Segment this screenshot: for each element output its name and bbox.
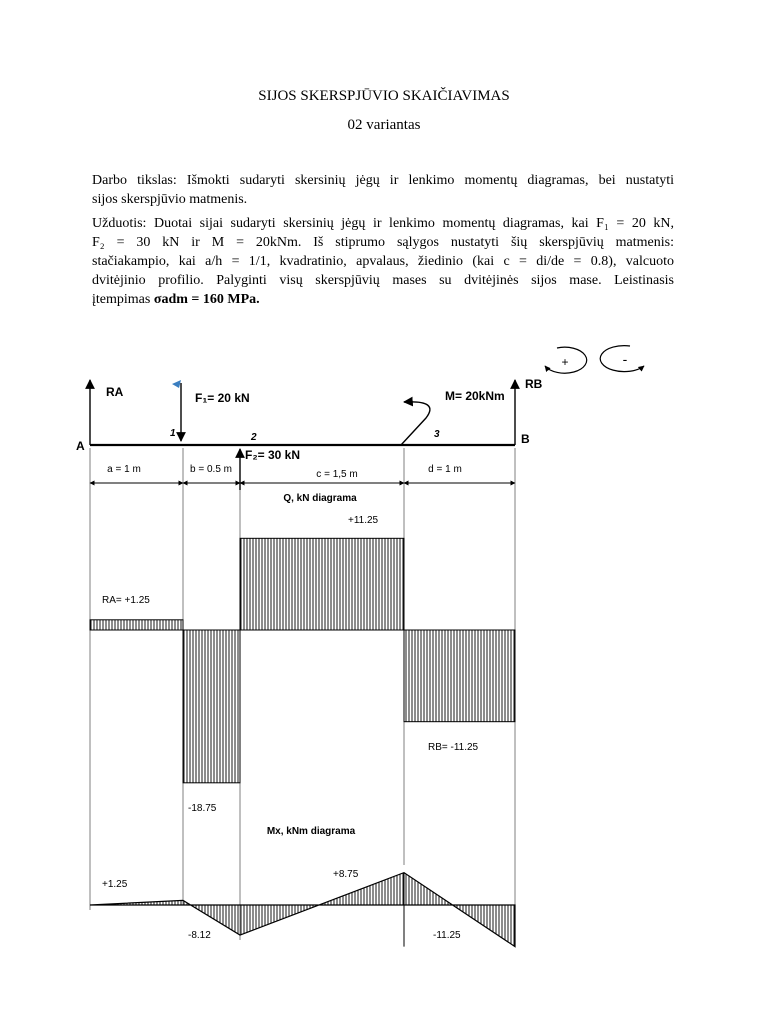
q-label-rb: RB= -11.25 (428, 742, 479, 753)
variant-subtitle: 02 variantas (347, 117, 421, 133)
q-bar-2 (183, 630, 240, 783)
negative-sign-convention-icon (600, 346, 644, 372)
m-diagram-title: Mx, kNm diagrama (266, 826, 356, 837)
task-line-3: stačiakampio, kai a/h = 1/1, kvadratinio, apvalaus, žiedinio (kai c = di/de = 0.8), valcuoto (92, 254, 674, 269)
positive-sign-convention-icon (545, 347, 587, 373)
q-bar-4 (404, 630, 515, 722)
q-bar-1 (90, 620, 183, 630)
task-line-5-prefix: įtempimas (92, 292, 154, 307)
q-bar-3 (240, 538, 404, 630)
label-a: A (76, 439, 85, 453)
aim-line-1: Darbo tikslas: Išmokti sudaryti skersinių jėgų ir lenkimo momentų diagramas, bei nustatyti (92, 173, 674, 188)
q-label-pos: +11.25 (348, 515, 379, 526)
point-1-label: 1 (170, 428, 176, 439)
label-ra: RA (106, 385, 124, 399)
m-label-2: -8.12 (188, 930, 211, 941)
moment-m-arrow (401, 402, 430, 445)
label-rb: RB (525, 377, 543, 391)
label-moment: M= 20kNm (445, 389, 505, 403)
label-b: B (521, 432, 530, 446)
q-diagram-title: Q, kN diagrama (283, 493, 357, 504)
label-f1: F₁= 20 kN (195, 391, 250, 405)
dim-d-label: d = 1 m (428, 464, 462, 475)
task-line-4: dvitėjinio profilio. Palyginti visų skerspjūvių mases su dvitėjinės sijos mase. Leistinasis (92, 273, 674, 288)
m-label-4: -11.25 (433, 930, 461, 941)
dim-a-label: a = 1 m (107, 464, 141, 475)
f1-marker-icon (172, 380, 181, 388)
point-2-label: 2 (251, 432, 257, 443)
label-f2: F₂= 30 kN (245, 448, 301, 462)
allowable-stress: σadm = 160 MPa. (153, 292, 260, 307)
task-line-1: Užduotis: Duotai sijai sudaryti skersinių jėgų ir lenkimo momentų diagramas, kai F₁ = 20 kN, (92, 216, 674, 231)
q-label-neg: -18.75 (188, 803, 217, 814)
q-label-ra: RA= +1.25 (102, 595, 150, 606)
dim-b-label: b = 0.5 m (190, 464, 232, 475)
aim-line-2: sijos skerspjūvio matmenis. (92, 192, 248, 207)
dim-c-label: c = 1,5 m (316, 469, 358, 480)
page-title: SIJOS SKERSPJŪVIO SKAIČIAVIMAS (258, 88, 510, 104)
point-3-label: 3 (434, 429, 440, 440)
m-label-3: +8.75 (333, 869, 359, 880)
minus-sign: - (622, 351, 628, 367)
plus-sign: + (561, 355, 569, 369)
task-line-2: F₂ = 30 kN ir M = 20kNm. Iš stiprumo sąlygos nustatyti šių skerspjūvių matmenis: (92, 235, 674, 250)
m-label-1: +1.25 (102, 879, 128, 890)
